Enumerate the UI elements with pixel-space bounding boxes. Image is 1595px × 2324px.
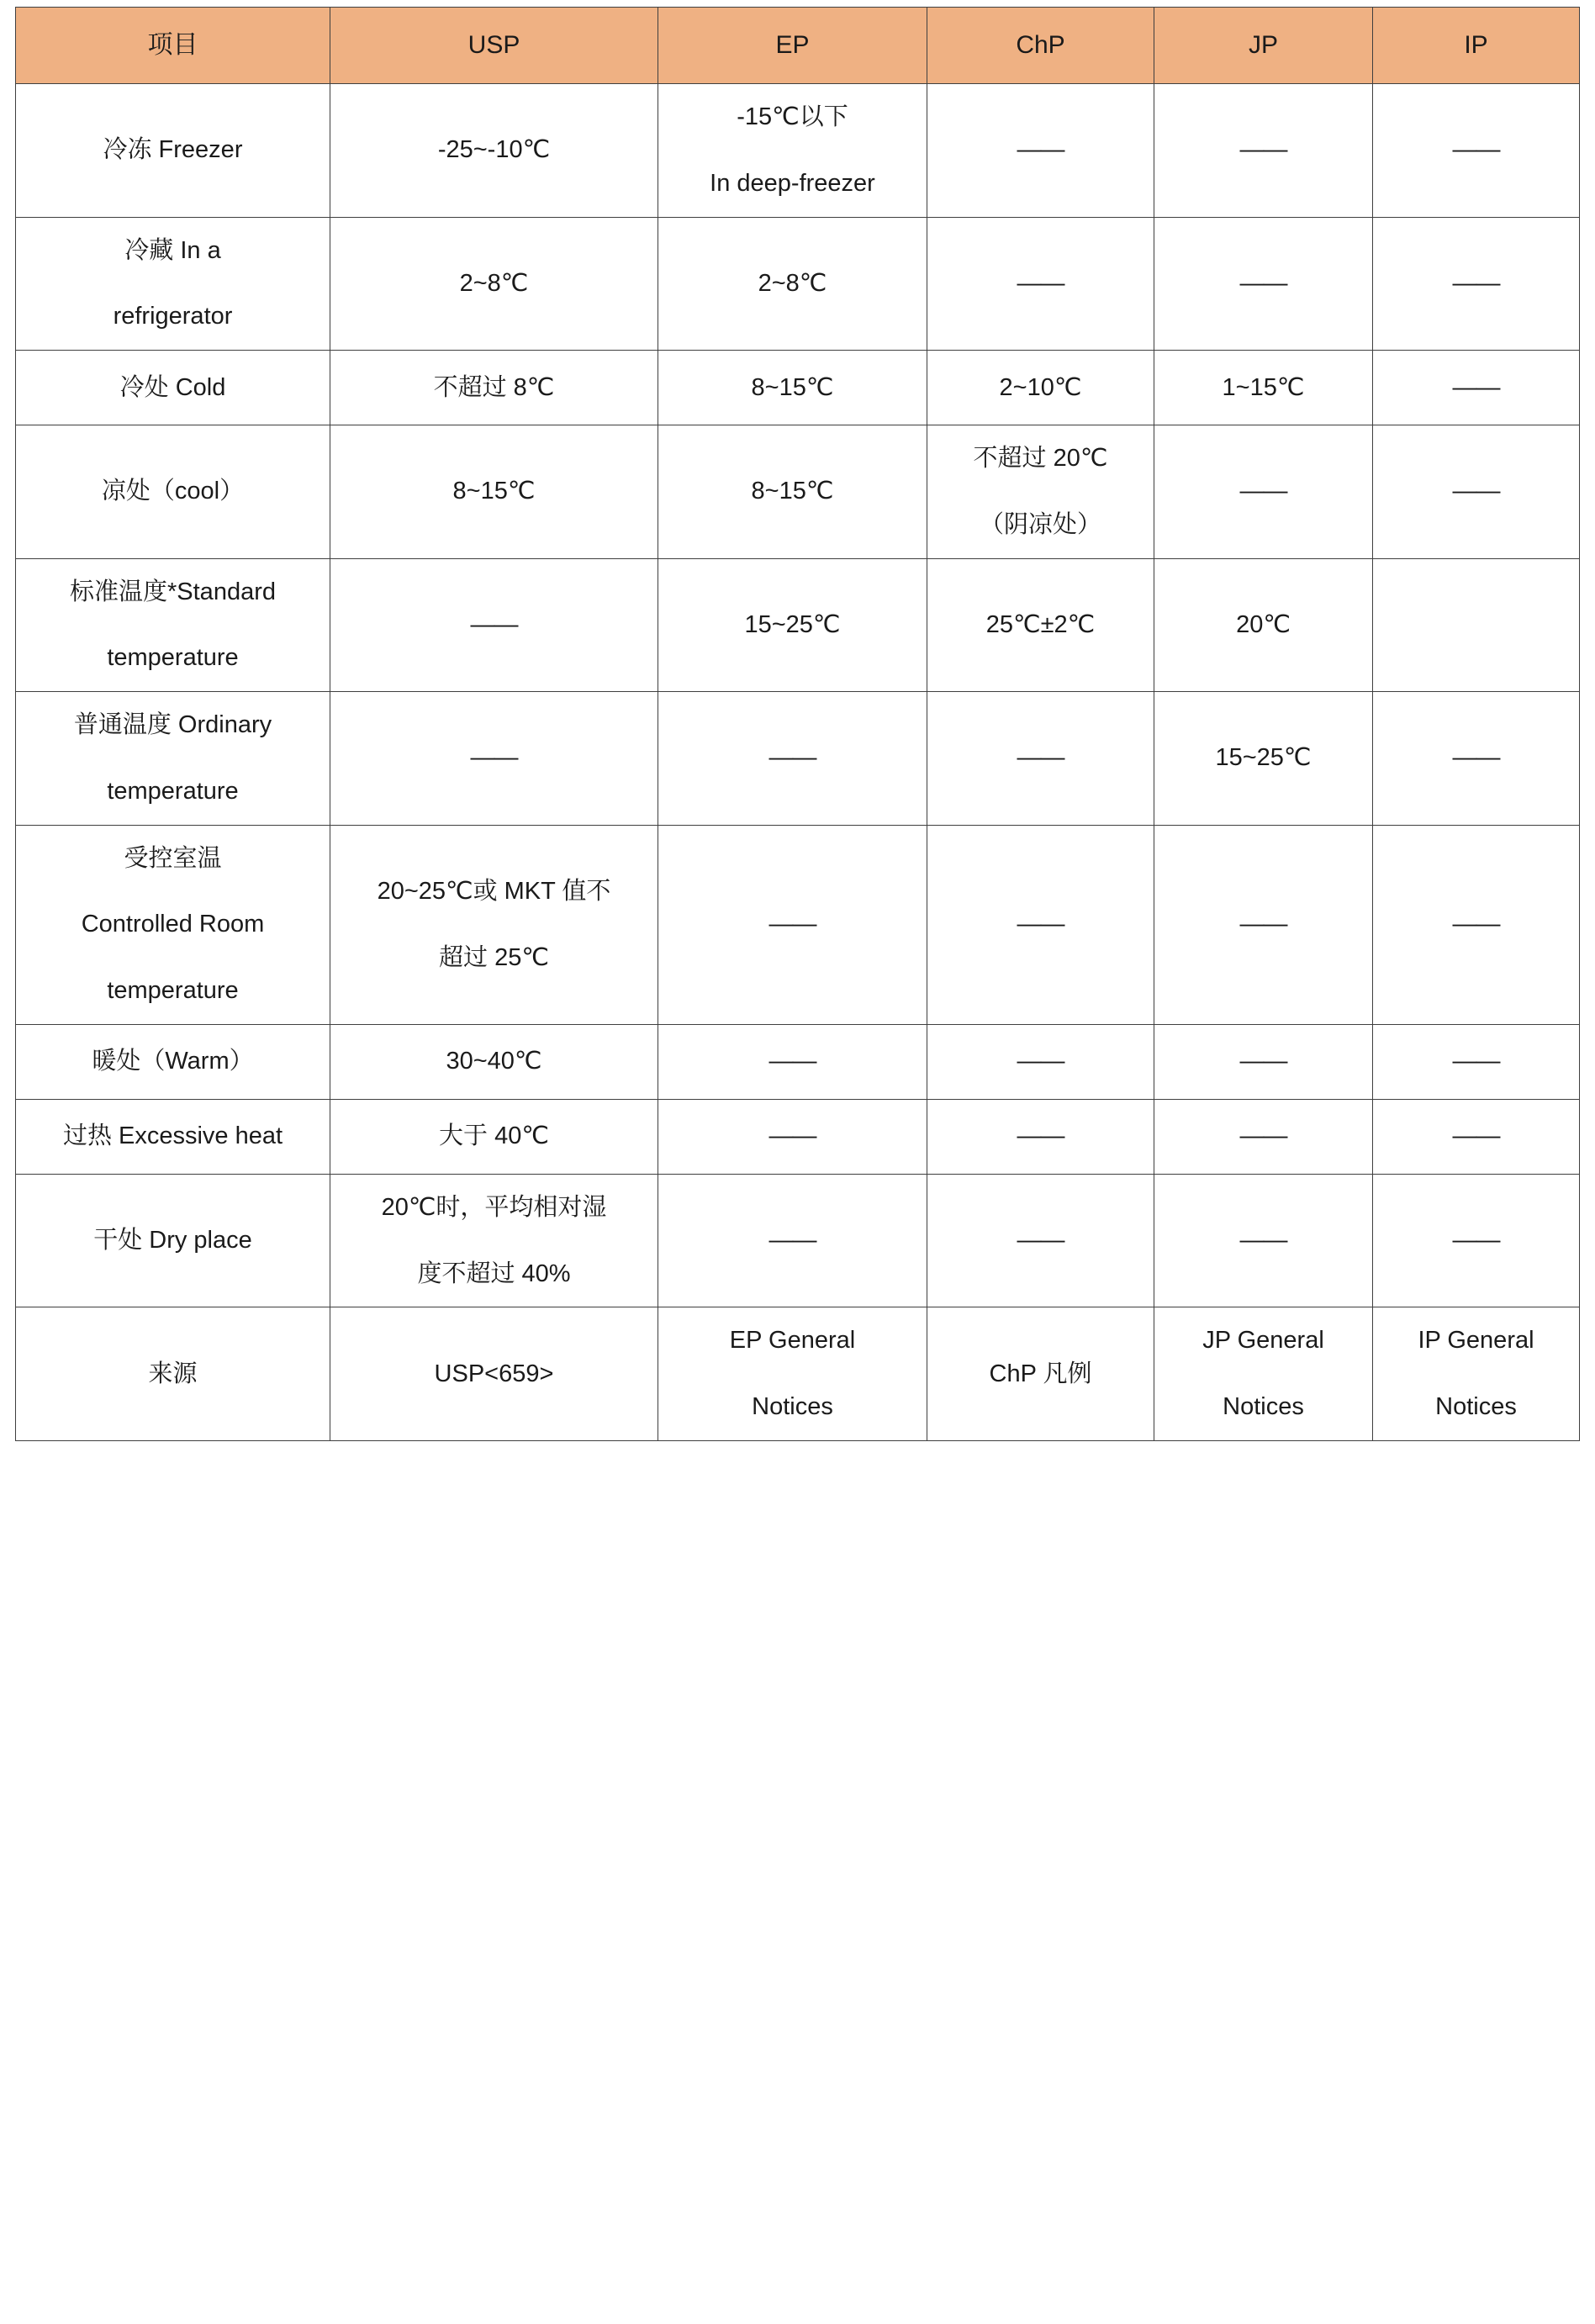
cell-line: In deep-freezer — [710, 169, 875, 197]
cell-usp — [330, 1307, 658, 1441]
cell-chp — [927, 217, 1154, 351]
cell-line: —— — [1239, 269, 1287, 297]
cell-item — [16, 558, 330, 692]
cell-line: 不超过 20℃ — [973, 445, 1108, 472]
cell-line: 大于 40℃ — [439, 1122, 549, 1150]
cell-line: —— — [1239, 1122, 1287, 1150]
cell-line: —— — [1452, 373, 1500, 401]
cell-ep — [658, 692, 927, 826]
cell-ep — [658, 825, 927, 1024]
cell-chp — [927, 825, 1154, 1024]
cell-line: 20℃ — [1236, 610, 1291, 638]
cell-ep — [658, 84, 927, 218]
cell-line: —— — [1452, 744, 1500, 772]
cell-ep — [658, 1307, 927, 1441]
cell-line: 15~25℃ — [1215, 744, 1312, 772]
cell-line: 20℃时，平均相对湿 — [381, 1193, 607, 1221]
cell-chp — [927, 351, 1154, 425]
cell-line: —— — [768, 1048, 816, 1075]
cell-line: —— — [1017, 269, 1064, 297]
cell-line: 15~25℃ — [744, 610, 841, 638]
cell-usp — [330, 84, 658, 218]
cell-ep — [658, 425, 927, 559]
cell-line: temperature — [107, 777, 239, 805]
cell-ep — [658, 1174, 927, 1307]
line-gap — [24, 946, 321, 969]
line-gap — [1381, 1362, 1571, 1386]
cell-line: —— — [1017, 1048, 1064, 1075]
cell-ip — [1373, 1099, 1580, 1174]
cell-line: 1~15℃ — [1222, 373, 1305, 401]
cell-line: 2~10℃ — [999, 373, 1082, 401]
cell-usp — [330, 825, 658, 1024]
cell-line: 20~25℃或 MKT 值不 — [377, 877, 611, 905]
cell-chp — [927, 1024, 1154, 1099]
table-header — [16, 8, 1580, 84]
cell-line: 30~40℃ — [446, 1048, 542, 1075]
cell-line: —— — [470, 610, 518, 638]
line-gap — [936, 480, 1145, 504]
cell-line: 冷处 Cold — [119, 373, 226, 401]
cell-line: （阴凉处） — [979, 510, 1101, 538]
cell-jp — [1154, 1174, 1373, 1307]
table-row — [16, 1024, 1580, 1099]
cell-jp — [1154, 351, 1373, 425]
cell-line: 超过 25℃ — [439, 943, 549, 971]
storage-temperature-table — [15, 7, 1580, 1441]
cell-line: 凉处（cool） — [101, 478, 245, 505]
cell-line: 暖处（Warm） — [92, 1048, 254, 1075]
cell-item — [16, 1099, 330, 1174]
line-gap — [667, 139, 918, 162]
cell-ep — [658, 217, 927, 351]
cell-line: Notices — [1223, 1393, 1304, 1420]
cell-item — [16, 1307, 330, 1441]
table-header-row — [16, 8, 1580, 84]
cell-line: 来源 — [148, 1360, 198, 1387]
cell-ip — [1373, 217, 1580, 351]
cell-line: 2~8℃ — [758, 269, 827, 297]
cell-line: —— — [1452, 478, 1500, 505]
cell-line: 度不超过 40% — [417, 1260, 571, 1287]
cell-line: —— — [1239, 911, 1287, 938]
cell-line: 干处 Dry place — [93, 1227, 252, 1254]
cell-line: temperature — [107, 644, 239, 672]
cell-ip — [1373, 351, 1580, 425]
table-row — [16, 1174, 1580, 1307]
line-gap — [339, 1229, 649, 1253]
cell-line: —— — [768, 1122, 816, 1150]
cell-usp — [330, 425, 658, 559]
table-row — [16, 558, 1580, 692]
cell-line: IP General — [1418, 1327, 1534, 1355]
cell-item — [16, 1024, 330, 1099]
table-row — [16, 425, 1580, 559]
cell-item — [16, 84, 330, 218]
cell-item — [16, 825, 330, 1024]
cell-line: Controlled Room — [81, 911, 265, 938]
cell-line: —— — [1239, 478, 1287, 505]
table-body — [16, 84, 1580, 1441]
cell-line: 冷冻 Freezer — [103, 136, 243, 164]
column-header-usp: USP — [330, 8, 658, 84]
cell-jp — [1154, 558, 1373, 692]
cell-chp — [927, 425, 1154, 559]
cell-ip — [1373, 1307, 1580, 1441]
cell-usp — [330, 1024, 658, 1099]
cell-line: —— — [1017, 1122, 1064, 1150]
cell-jp — [1154, 825, 1373, 1024]
cell-line: -15℃以下 — [737, 103, 848, 130]
cell-jp — [1154, 1307, 1373, 1441]
line-gap — [24, 879, 321, 903]
column-header-jp: JP — [1154, 8, 1373, 84]
cell-line: —— — [1452, 269, 1500, 297]
cell-usp — [330, 351, 658, 425]
cell-ep — [658, 351, 927, 425]
cell-usp — [330, 1099, 658, 1174]
cell-jp — [1154, 692, 1373, 826]
table-row — [16, 1307, 1580, 1441]
line-gap — [24, 613, 321, 636]
cell-line: —— — [1239, 1048, 1287, 1075]
cell-line: 冷藏 In a — [124, 236, 221, 264]
cell-ip — [1373, 825, 1580, 1024]
table-row — [16, 825, 1580, 1024]
cell-line: USP<659> — [434, 1360, 554, 1387]
cell-line: -25~-10℃ — [437, 136, 551, 164]
cell-line: Notices — [1435, 1393, 1517, 1420]
cell-item — [16, 692, 330, 826]
cell-line: —— — [1017, 744, 1064, 772]
cell-line: —— — [1452, 1227, 1500, 1254]
cell-line: —— — [1239, 136, 1287, 164]
line-gap — [24, 272, 321, 295]
cell-line: JP General — [1202, 1327, 1324, 1355]
column-header-item: 项目 — [16, 8, 330, 84]
cell-ip — [1373, 84, 1580, 218]
cell-line: 标准温度*Standard — [70, 578, 276, 605]
table-row — [16, 351, 1580, 425]
line-gap — [339, 913, 649, 937]
cell-line: EP General — [729, 1327, 856, 1355]
line-gap — [667, 1362, 918, 1386]
cell-jp — [1154, 1099, 1373, 1174]
cell-line: 2~8℃ — [459, 269, 529, 297]
cell-line: —— — [1017, 911, 1064, 938]
cell-line: 25℃±2℃ — [985, 610, 1096, 638]
cell-item — [16, 217, 330, 351]
cell-line: —— — [1452, 1122, 1500, 1150]
cell-line: —— — [1017, 136, 1064, 164]
cell-line: 不超过 8℃ — [433, 373, 555, 401]
table-row — [16, 217, 1580, 351]
cell-line: —— — [1452, 1048, 1500, 1075]
cell-chp — [927, 84, 1154, 218]
cell-line: temperature — [107, 977, 239, 1004]
cell-item — [16, 351, 330, 425]
cell-line: —— — [1452, 911, 1500, 938]
cell-chp — [927, 1174, 1154, 1307]
cell-line: 8~15℃ — [751, 478, 834, 505]
cell-ep — [658, 558, 927, 692]
cell-chp — [927, 692, 1154, 826]
cell-usp — [330, 217, 658, 351]
cell-line: ChP 凡例 — [989, 1360, 1092, 1387]
cell-ip — [1373, 692, 1580, 826]
cell-line: 8~15℃ — [751, 373, 834, 401]
cell-line: Notices — [752, 1393, 833, 1420]
cell-ip — [1373, 1174, 1580, 1307]
cell-usp — [330, 1174, 658, 1307]
cell-jp — [1154, 217, 1373, 351]
table-row — [16, 84, 1580, 218]
cell-jp — [1154, 425, 1373, 559]
cell-line: 8~15℃ — [452, 478, 536, 505]
cell-line: 受控室温 — [124, 844, 222, 872]
cell-line: —— — [768, 911, 816, 938]
cell-chp — [927, 1307, 1154, 1441]
table-row — [16, 1099, 1580, 1174]
column-header-ep: EP — [658, 8, 927, 84]
cell-ep — [658, 1024, 927, 1099]
cell-line: 普通温度 Ordinary — [73, 711, 272, 738]
cell-usp — [330, 558, 658, 692]
cell-line: 过热 Excessive heat — [62, 1122, 283, 1150]
cell-item — [16, 1174, 330, 1307]
column-header-ip: IP — [1373, 8, 1580, 84]
line-gap — [1163, 1362, 1364, 1386]
cell-item — [16, 425, 330, 559]
cell-chp — [927, 558, 1154, 692]
cell-line: —— — [768, 744, 816, 772]
cell-ip — [1373, 558, 1580, 692]
cell-line: —— — [470, 744, 518, 772]
cell-ep — [658, 1099, 927, 1174]
cell-jp — [1154, 84, 1373, 218]
column-header-chp: ChP — [927, 8, 1154, 84]
cell-line: —— — [1017, 1227, 1064, 1254]
cell-line: refrigerator — [113, 303, 233, 330]
cell-line: —— — [768, 1227, 816, 1254]
line-gap — [24, 747, 321, 770]
cell-chp — [927, 1099, 1154, 1174]
cell-line: —— — [1239, 1227, 1287, 1254]
table-row — [16, 692, 1580, 826]
cell-usp — [330, 692, 658, 826]
cell-line: —— — [1452, 136, 1500, 164]
cell-jp — [1154, 1024, 1373, 1099]
cell-ip — [1373, 425, 1580, 559]
cell-ip — [1373, 1024, 1580, 1099]
